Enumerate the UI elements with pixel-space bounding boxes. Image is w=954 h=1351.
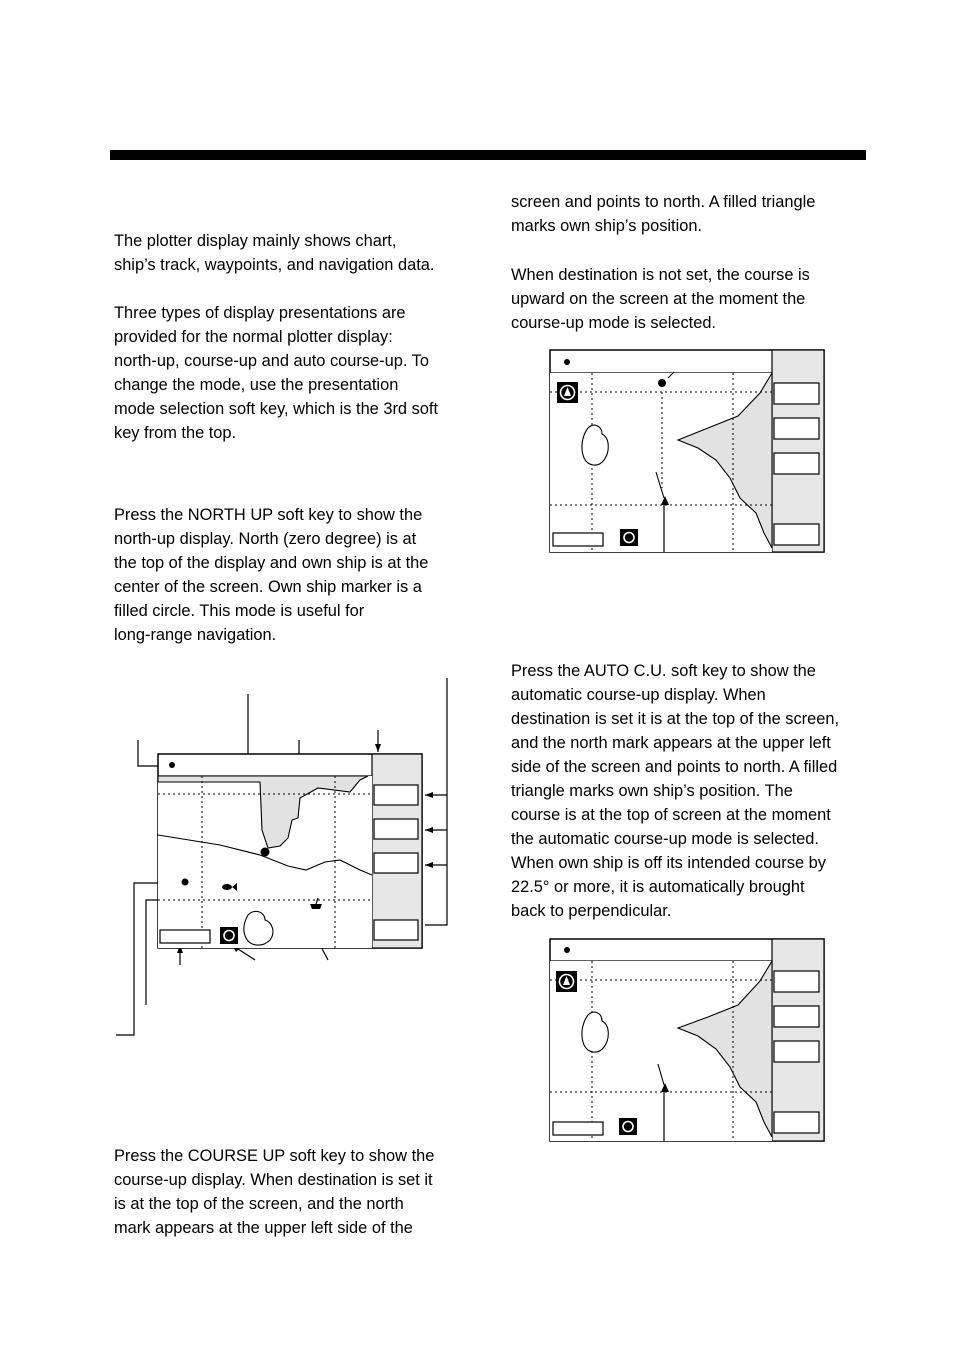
intro-paragraph-1: The plotter display mainly shows chart, ship’s track, waypoints, and navigation data. <box>114 232 435 274</box>
intro-paragraph-2: Three types of display presentations are provided for the normal plotter display: north-up, course-up and auto course-up. To change the mode, use the presentation mode selection soft key, which is the 3rd soft key from the top. <box>114 304 439 442</box>
north-mark-icon <box>556 971 577 992</box>
waypoint-icon <box>182 879 189 886</box>
course-up-paragraph: Press the COURSE UP soft key to show the course-up display. When destination is set it is at the top of the screen, and the north mark appears at the upper left side of the <box>114 1147 435 1237</box>
own-ship-circle-icon <box>261 848 270 857</box>
north-up-display-figure <box>110 670 460 1050</box>
course-up-no-destination-paragraph: When destination is not set, the course is upward on the screen at the moment the course-up mode is selected. <box>511 266 810 332</box>
auto-course-up-paragraph: Press the AUTO C.U. soft key to show the automatic course-up display. When destination is set it is at the top of the screen, and the north mark appears at the upper left side of the screen and points to north. A filled triangle marks own ship’s position. The course is at the top of screen at the moment the automatic course-up mode is selected. When own ship is off its intended course by 22.5° or more, it is automatically brought back to perpendicular. <box>511 662 839 920</box>
chapter-header-rule <box>110 150 866 160</box>
auto-course-up-display-figure <box>548 937 828 1145</box>
status-bar-indicator <box>169 762 175 768</box>
north-up-paragraph: Press the NORTH UP soft key to show the north-up display. North (zero degree) is at the top of the display and own ship is at the center of the screen. Own ship marker is a filled circle. This mode is useful for long-range navigation. <box>114 506 429 644</box>
mode-icon <box>620 529 638 546</box>
north-mark-icon <box>557 382 578 403</box>
mode-icon <box>220 927 238 944</box>
mode-icon <box>619 1118 637 1135</box>
course-up-display-figure <box>548 348 828 556</box>
course-up-continued-paragraph: screen and points to north. A filled triangle marks own ship’s position. <box>511 193 816 235</box>
